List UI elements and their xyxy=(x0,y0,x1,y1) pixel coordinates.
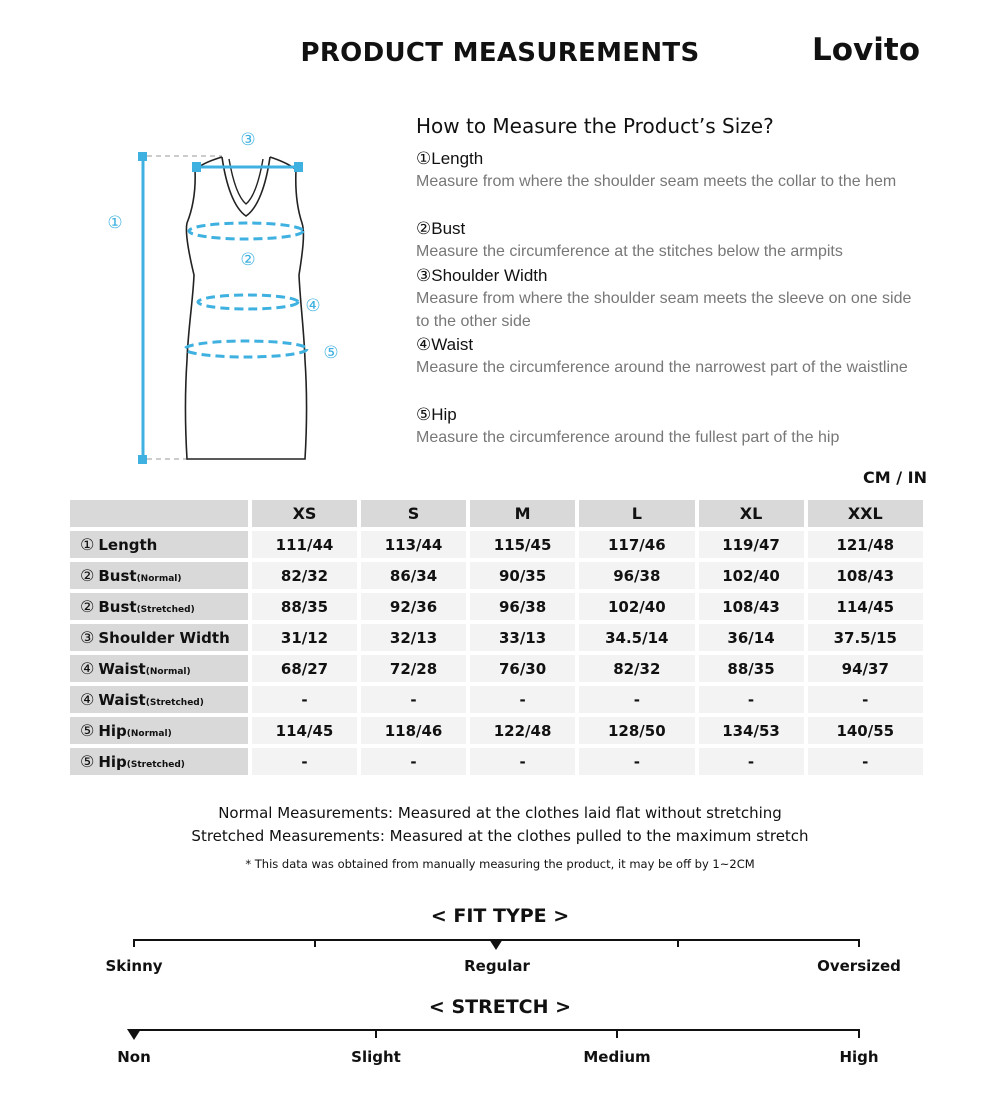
note-disclaimer: * This data was obtained from manually measuring the product, it may be off by 1~2CM xyxy=(245,857,755,871)
length-bottom-cap xyxy=(138,455,147,464)
size-header: M xyxy=(470,500,575,527)
size-header: XXL xyxy=(808,500,923,527)
table-cell: 140/55 xyxy=(808,717,923,744)
table-cell: 108/43 xyxy=(699,593,804,620)
row-label xyxy=(70,562,248,589)
table-row xyxy=(70,624,923,651)
table-cell: 34.5/14 xyxy=(579,624,694,651)
measure-desc: Measure from where the shoulder seam meets the sleeve on one side to the other side xyxy=(416,290,912,330)
measure-desc: Measure the circumference around the narrowest part of the waistline xyxy=(416,359,908,376)
brand-logo: Lovito xyxy=(812,32,921,68)
row-sub: (Normal) xyxy=(136,574,182,584)
measure-name: ②Bust xyxy=(416,219,466,238)
note-normal: Normal Measurements: Measured at the clothes laid flat without stretching xyxy=(218,804,782,822)
marker-bust: ② xyxy=(240,250,256,270)
row-sub: (Normal) xyxy=(145,667,191,677)
table-cell: 121/48 xyxy=(808,531,923,558)
row-number: ④ xyxy=(80,690,95,709)
table-cell: 36/14 xyxy=(699,624,804,651)
shoulder-left-cap xyxy=(192,162,201,172)
row-label xyxy=(70,686,248,713)
row-name: Hip xyxy=(98,753,127,771)
fit-label-regular: Regular xyxy=(464,957,530,975)
table-cell: - xyxy=(699,686,804,713)
stretch-title: < STRETCH > xyxy=(428,996,572,1018)
table-cell: 119/47 xyxy=(699,531,804,558)
size-header: S xyxy=(361,500,466,527)
row-name: Bust xyxy=(98,598,137,616)
row-number: ④ xyxy=(80,659,95,678)
stretch-indicator-icon xyxy=(127,1029,141,1040)
marker-length: ① xyxy=(107,213,123,233)
fit-label-oversized: Oversized xyxy=(817,957,901,975)
marker-hip: ⑤ xyxy=(323,343,339,363)
fit-type-scale xyxy=(0,930,1000,952)
table-cell: 118/46 xyxy=(361,717,466,744)
stretch-label-non: Non xyxy=(117,1048,151,1066)
fit-label-skinny: Skinny xyxy=(105,957,163,975)
table-cell: - xyxy=(252,686,357,713)
table-cell: 88/35 xyxy=(699,655,804,682)
row-label xyxy=(70,655,248,682)
length-top-cap xyxy=(138,152,147,161)
table-cell: 102/40 xyxy=(579,593,694,620)
table-cell: 111/44 xyxy=(252,531,357,558)
table-cell: - xyxy=(470,748,575,775)
table-cell: - xyxy=(579,748,694,775)
fit-indicator-icon xyxy=(489,939,503,950)
table-cell: 72/28 xyxy=(361,655,466,682)
table-cell: 82/32 xyxy=(252,562,357,589)
table-cell: - xyxy=(808,748,923,775)
table-cell: - xyxy=(361,686,466,713)
units-label: CM / IN xyxy=(863,468,927,487)
table-cell: - xyxy=(579,686,694,713)
note-stretched: Stretched Measurements: Measured at the clothes pulled to the maximum stretch xyxy=(191,827,809,845)
table-row xyxy=(70,748,923,775)
row-name: Length xyxy=(98,536,158,554)
stretch-scale xyxy=(0,1022,1000,1044)
row-label xyxy=(70,717,248,744)
table-cell: - xyxy=(699,748,804,775)
row-label xyxy=(70,593,248,620)
table-cell: 86/34 xyxy=(361,562,466,589)
size-header: L xyxy=(579,500,694,527)
table-row xyxy=(70,686,923,713)
howto-title: How to Measure the Product’s Size? xyxy=(416,114,774,138)
measure-desc: Measure the circumference around the fullest part of the hip xyxy=(416,429,840,446)
table-cell: 128/50 xyxy=(579,717,694,744)
table-cell: 94/37 xyxy=(808,655,923,682)
table-cell: 96/38 xyxy=(470,593,575,620)
table-cell: - xyxy=(470,686,575,713)
table-cell: 108/43 xyxy=(808,562,923,589)
table-row xyxy=(70,655,923,682)
row-name: Waist xyxy=(98,660,146,678)
fit-type-title: < FIT TYPE > xyxy=(430,905,570,927)
size-header-row xyxy=(70,500,923,527)
measure-desc: Measure the circumference at the stitches below the armpits xyxy=(416,243,843,260)
table-cell: 117/46 xyxy=(579,531,694,558)
measure-bust xyxy=(416,218,916,263)
row-number: ② xyxy=(80,566,95,585)
table-cell: 37.5/15 xyxy=(808,624,923,651)
table-cell: 96/38 xyxy=(579,562,694,589)
size-header: XS xyxy=(252,500,357,527)
table-cell: 90/35 xyxy=(470,562,575,589)
measure-shoulder xyxy=(416,265,916,333)
table-cell: 134/53 xyxy=(699,717,804,744)
row-number: ② xyxy=(80,597,95,616)
page-title: PRODUCT MEASUREMENTS xyxy=(300,38,700,68)
table-row xyxy=(70,562,923,589)
measure-waist xyxy=(416,334,916,379)
table-cell: - xyxy=(808,686,923,713)
table-cell: 92/36 xyxy=(361,593,466,620)
row-number: ⑤ xyxy=(80,752,95,771)
row-name: Hip xyxy=(98,722,127,740)
table-cell: 68/27 xyxy=(252,655,357,682)
row-sub: (Normal) xyxy=(126,729,172,739)
shoulder-right-cap xyxy=(294,162,303,172)
stretch-label-slight: Slight xyxy=(351,1048,401,1066)
row-sub: (Stretched) xyxy=(136,605,195,615)
row-label xyxy=(70,748,248,775)
measure-name: ④Waist xyxy=(416,335,474,354)
table-cell: 32/13 xyxy=(361,624,466,651)
measure-name: ⑤Hip xyxy=(416,405,457,424)
table-cell: 113/44 xyxy=(361,531,466,558)
marker-shoulder: ③ xyxy=(240,130,256,150)
table-cell: 115/45 xyxy=(470,531,575,558)
size-table xyxy=(66,496,927,779)
table-cell: 114/45 xyxy=(252,717,357,744)
row-name: Shoulder Width xyxy=(98,629,230,647)
table-cell: 82/32 xyxy=(579,655,694,682)
measure-hip xyxy=(416,404,916,449)
header-corner xyxy=(70,500,248,527)
table-cell: 33/13 xyxy=(470,624,575,651)
dress-outline xyxy=(186,157,307,459)
row-name: Bust xyxy=(98,567,137,585)
row-name: Waist xyxy=(98,691,146,709)
stretch-label-high: High xyxy=(839,1048,879,1066)
row-sub: (Stretched) xyxy=(145,698,204,708)
table-cell: - xyxy=(252,748,357,775)
marker-waist: ④ xyxy=(305,296,321,316)
table-cell: 88/35 xyxy=(252,593,357,620)
measure-length xyxy=(416,148,916,193)
stretch-label-medium: Medium xyxy=(583,1048,651,1066)
measure-name: ①Length xyxy=(416,149,484,168)
row-number: ③ xyxy=(80,628,95,647)
table-cell: 102/40 xyxy=(699,562,804,589)
row-label xyxy=(70,624,248,651)
measure-desc: Measure from where the shoulder seam meets the collar to the hem xyxy=(416,173,897,190)
measure-name: ③Shoulder Width xyxy=(416,266,548,285)
table-cell: - xyxy=(361,748,466,775)
table-cell: 31/12 xyxy=(252,624,357,651)
table-cell: 122/48 xyxy=(470,717,575,744)
size-header: XL xyxy=(699,500,804,527)
table-row xyxy=(70,717,923,744)
table-cell: 76/30 xyxy=(470,655,575,682)
row-number: ⑤ xyxy=(80,721,95,740)
table-row xyxy=(70,593,923,620)
row-label xyxy=(70,531,248,558)
table-row xyxy=(70,531,923,558)
table-cell: 114/45 xyxy=(808,593,923,620)
row-sub: (Stretched) xyxy=(126,760,185,770)
dress-diagram xyxy=(95,125,355,470)
row-number: ① xyxy=(80,535,95,554)
